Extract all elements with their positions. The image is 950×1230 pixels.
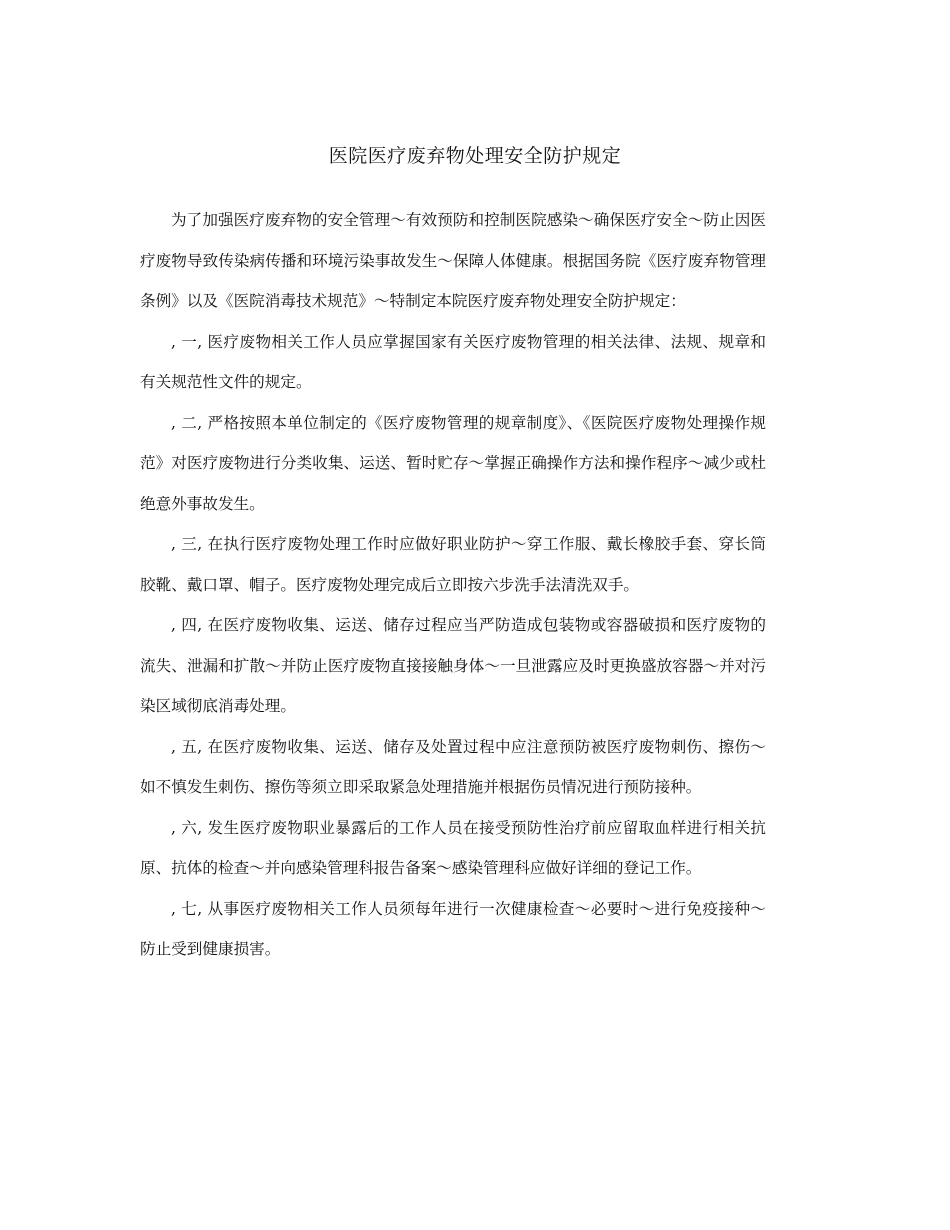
clause-7-paragraph: , 七, 从事医疗废物相关工作人员须每年进行一次健康检查～必要时～进行免疫接种～防止受到健康损害。 (140, 899, 766, 958)
clause-1-paragraph: , 一, 医疗废物相关工作人员应掌握国家有关医疗废物管理的相关法律、法规、规章和有关规范性文件的规定。 (140, 332, 766, 391)
clause-3-paragraph: , 三, 在执行医疗废物处理工作时应做好职业防护～穿工作服、戴长橡胶手套、穿长筒胶靴、戴口罩、帽子。医疗废物处理完成后立即按六步洗手法清洗双手。 (140, 535, 766, 594)
document-title: 医院医疗废弃物处理安全防护规定 (328, 145, 622, 167)
clause-2-paragraph: , 二, 严格按照本单位制定的《医疗废物管理的规章制度》、《医院医疗废物处理操作规范》对医疗废物进行分类收集、运送、暂时贮存～掌握正确操作方法和操作程序～减少或杜绝意外事故发生。 (140, 413, 766, 513)
intro-paragraph: 为了加强医疗废弃物的安全管理～有效预防和控制医院感染～确保医疗安全～防止因医疗废物导致传染病传播和环境污染事故发生～保障人体健康。根据国务院《医疗废弃物管理条例》以及《医院消毒技术规范》～特制定本院医疗废弃物处理安全防护规定： (140, 211, 766, 310)
clause-5-paragraph: , 五, 在医疗废物收集、运送、储存及处置过程中应注意预防被医疗废物刺伤、擦伤～如不慎发生刺伤、擦伤等须立即采取紧急处理措施并根据伤员情况进行预防接种。 (140, 737, 766, 796)
document-body (140, 200, 766, 970)
clause-4-paragraph: , 四, 在医疗废物收集、运送、储存过程应当严防造成包装物或容器破损和医疗废物的流失、泄漏和扩散～并防止医疗废物直接接触身体～一旦泄露应及时更换盛放容器～并对污染区域彻底消毒处理。 (140, 616, 766, 715)
clause-6-paragraph: , 六, 发生医疗废物职业暴露后的工作人员在接受预防性治疗前应留取血样进行相关抗原、抗体的检查～并向感染管理科报告备案～感染管理科应做好详细的登记工作。 (140, 818, 766, 877)
